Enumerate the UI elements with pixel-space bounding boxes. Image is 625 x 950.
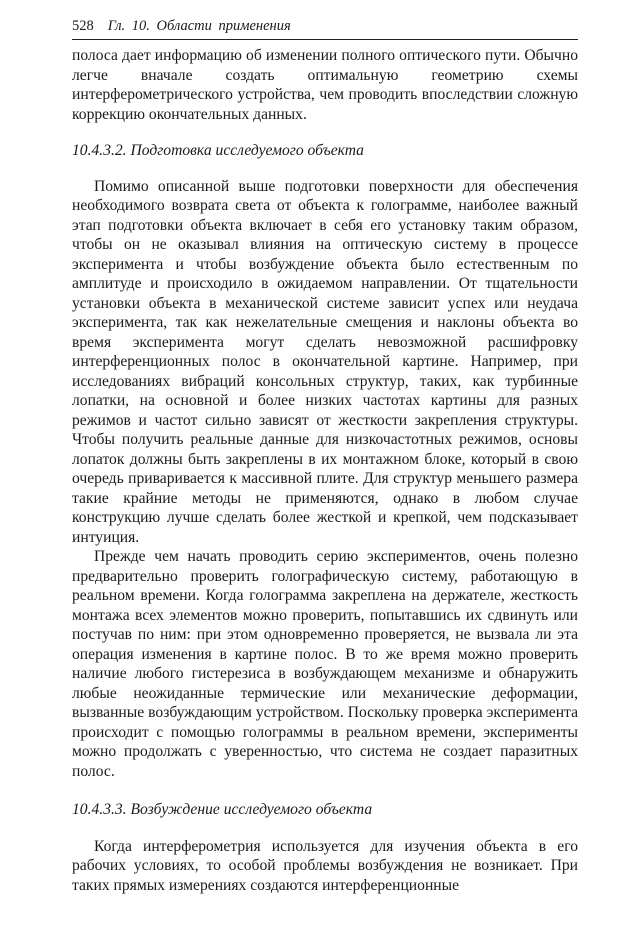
book-page: [72, 16, 578, 895]
section-heading-object-excitation: 10.4.3.3. Возбуждение исследуемого объекта: [72, 801, 373, 818]
paragraph-continued: полоса дает информацию об изменении полного оптического пути. Обычно легче вначале создать оптимальную геометрию схемы интерферометрического устройства, чем проводить впоследствии сложную коррекцию окончательных данных.: [72, 47, 578, 123]
section-heading-object-preparation: 10.4.3.2. Подготовка исследуемого объекта: [72, 142, 364, 159]
paragraph-object-mounting: Помимо описанной выше подготовки поверхности для обеспечения необходимого возврата света от объекта к голограмме, наиболее важный этап подготовки объекта включает в себя его установку таким образом, чтобы он не оказывал влияния на оптическую систему в процессе эксперимента и чтобы возбуждение объекта было естественным по амплитуде и происходило в ожидаемом направлении. От тщательности установки объекта в механической системе зависит успех или неудача эксперимента, так как нежелательные смещения и наклоны объекта во время эксперимента могут сделать невозможной расшифровку интерференционных полос в окончательной картине. Например, при исследованиях вибраций консольных структур, таких, как турбинные лопатки, на основной и более низких частотах картины для разных режимов и частот сильно зависят от жесткости закрепления структуры. Чтобы получить реальные данные для низкочастотных режимов, основы лопаток должны быть закреплены в их монтажном блоке, который в свою очередь приваривается к массивной плите. Для структур меньшего размера такие крайние методы не применяются, однако в любом случае конструкцию лучше сделать более жесткой и крепкой, чем подсказывает интуиция.: [72, 177, 578, 546]
paragraph-system-check: Прежде чем начать проводить серию экспериментов, очень полезно предварительно проверить голографическую систему, работающую в реальном времени. Когда голограмма закреплена на держателе, жесткость монтажа всех элементов можно проверить, попытавшись их сдвинуть или постучав по ним: при этом одновременно проверяется, не вызвала ли эта операция изменения в картине полос. В то же время можно проверить наличие любого гистерезиса в возбуждающем механизме и обнаружить любые неожиданные термические или механические деформации, вызванные возбуждающим устройством. Поскольку проверка эксперимента происходит с помощью голограммы в реальном времени, эксперименты можно продолжать с уверенностью, что система не создает паразитных полос.: [72, 548, 578, 780]
paragraph-excitation: Когда интерферометрия используется для изучения объекта в его рабочих условиях, то особой проблемы возбуждения не возникает. При таких прямых измерениях создаются интерференционные: [72, 837, 578, 894]
running-head: [72, 16, 578, 40]
chapter-title: Гл. 10. Области применения: [107, 18, 291, 34]
page-number: 528: [72, 18, 94, 34]
